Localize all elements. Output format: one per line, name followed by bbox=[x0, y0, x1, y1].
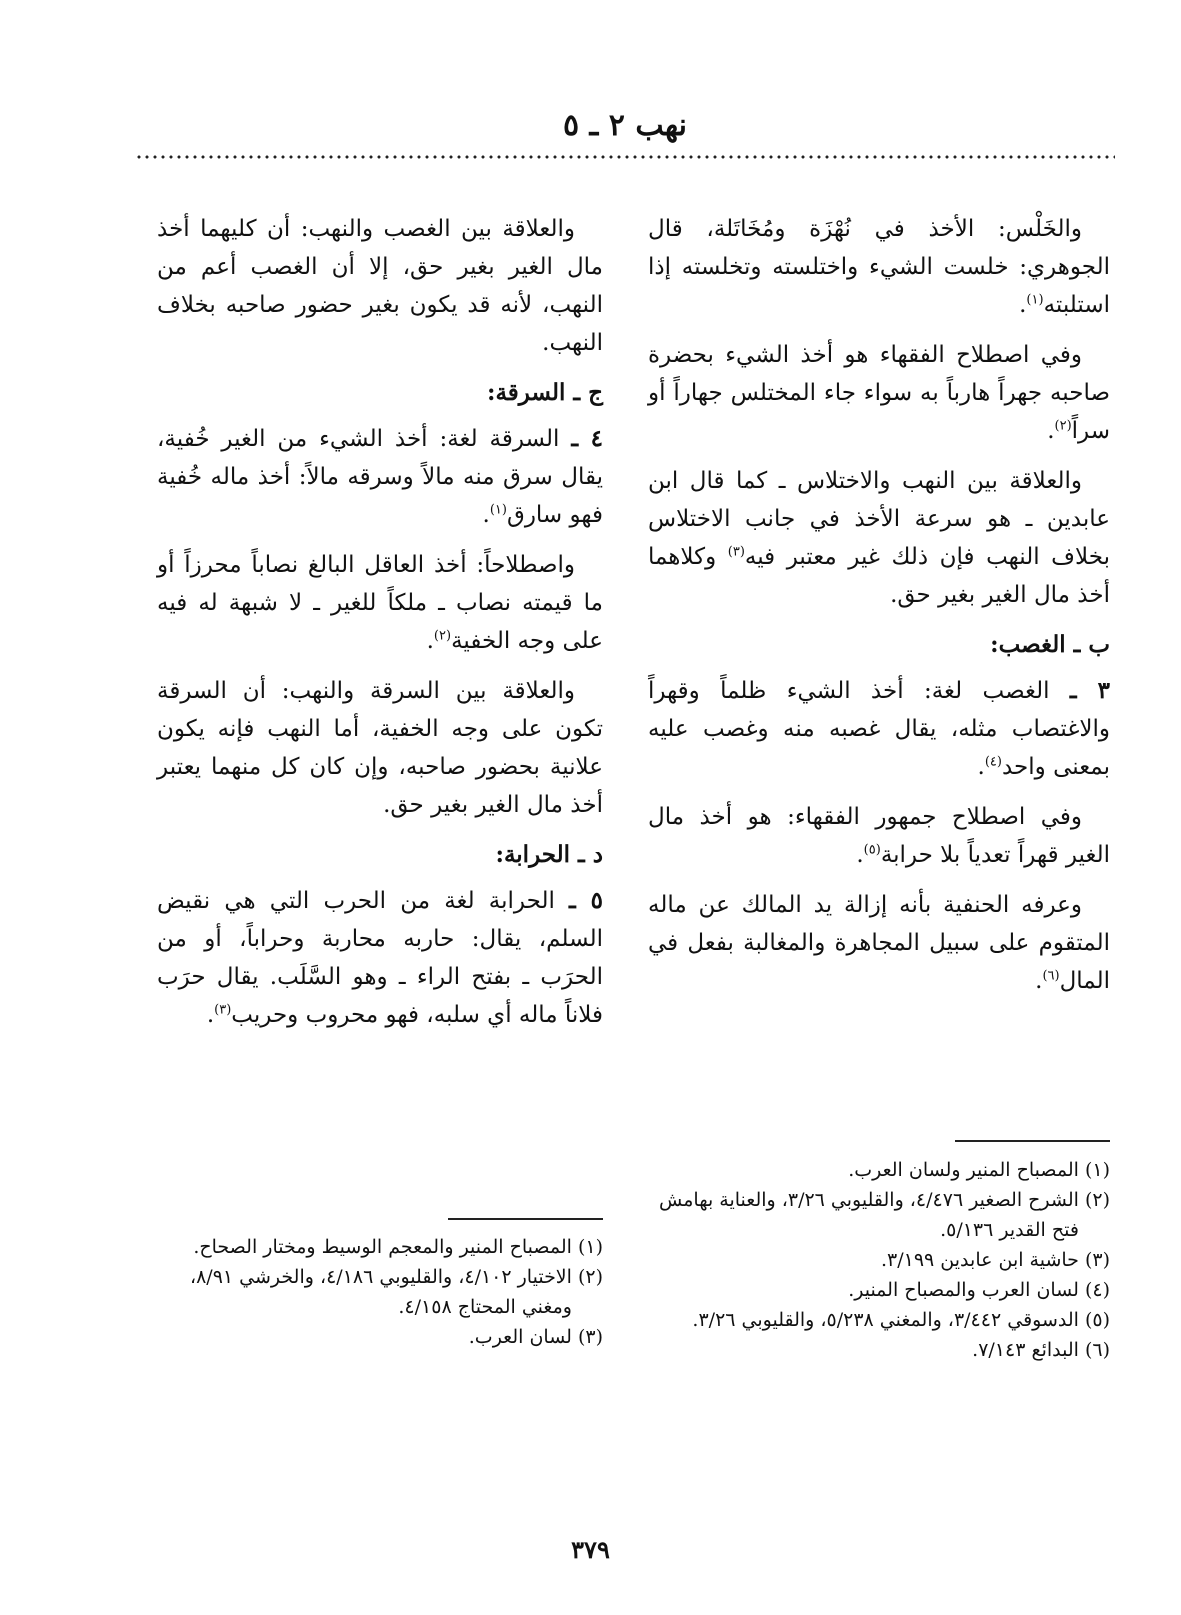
header-dotted-rule bbox=[135, 154, 1115, 160]
footnotes-right bbox=[648, 1155, 1110, 1365]
section-heading-sariqa: ج ـ السرقة: bbox=[486, 379, 603, 406]
paragraph-nahb-ikhtilas: والعلاقة بين النهب والاختلاس ـ كما قال ابن عابدين ـ هو سرعة الأخذ في جانب الاختلاس بخلاف النهب فإن ذلك غير معتبر فيه$^{(٣)}$ وكلاهما أخذ مال الغير بغير حق. bbox=[648, 468, 1110, 608]
paragraph-ghasb-istilah: وفي اصطلاح جمهور الفقهاء: هو أخذ مال الغير قهراً تعدياً بلا حرابة$^{(٥)}$. bbox=[648, 804, 1110, 868]
footnote-ref: (١) bbox=[489, 502, 507, 518]
footnote-ref: (٥) bbox=[863, 842, 881, 858]
paragraph-khals-istilah: وفي اصطلاح الفقهاء هو أخذ الشيء بحضرة صاحبه جهراً هارباً به سواء جاء المختلس جهاراً أو سراً$^{(٢)}$. bbox=[648, 342, 1110, 444]
section-number: ٣ ـ bbox=[1069, 677, 1110, 704]
section-heading-hiraba: د ـ الحرابة: bbox=[495, 841, 603, 868]
footnote-rule-right bbox=[955, 1140, 1110, 1142]
paragraph-khals: والخَلْس: الأخذ في نُهْزَة ومُخَاتَلة، قال الجوهري: خلست الشيء واختلسته وتخلسته إذا استلبته$^{(١)}$. bbox=[648, 216, 1110, 318]
section-number: ٤ ـ bbox=[571, 425, 603, 452]
footnote: (٤) لسان العرب والمصباح المنير. bbox=[848, 1279, 1110, 1301]
left-column bbox=[157, 210, 603, 1046]
page-number: ٣٧٩ bbox=[571, 1535, 610, 1564]
footnote: (١) المصباح المنير ولسان العرب. bbox=[848, 1159, 1110, 1181]
page-header: نهب ٢ ـ ٥ bbox=[562, 108, 688, 143]
footnote-ref: (٢) bbox=[1054, 418, 1072, 434]
footnote: (٣) لسان العرب. bbox=[468, 1326, 603, 1348]
paragraph-hiraba-lugha: ٥ ـ الحرابة لغة من الحرب التي هي نقيض السلم، يقال: حاربه محاربة وحراباً، أو من الحرَب ـ بفتح الراء ـ وهو السَّلَب. يقال حرَب فلاناً ماله أي سلبه، فهو محروب وحريب$^{(٣)}$. bbox=[157, 887, 603, 1028]
paragraph-sariqa-lugha: ٤ ـ السرقة لغة: أخذ الشيء من الغير خُفية، يقال سرق منه مالاً وسرقه مالاً: أخذ ماله خُفية فهو سارق$^{(١)}$. bbox=[157, 425, 603, 528]
right-column bbox=[648, 210, 1110, 1012]
footnote: (٥) الدسوقي ٣/٤٤٢، والمغني ٥/٢٣٨، والقليوبي ٣/٢٦. bbox=[692, 1309, 1110, 1331]
footnote-ref: (٦) bbox=[1042, 968, 1060, 984]
footnote-ref: (٣) bbox=[727, 544, 745, 560]
footnote-ref: (٤) bbox=[984, 754, 1002, 770]
section-heading-ghasb: ب ـ الغصب: bbox=[990, 631, 1110, 658]
paragraph-ghasb-nahb: والعلاقة بين الغصب والنهب: أن كليهما أخذ مال الغير بغير حق، إلا أن الغصب أعم من النهب، لأنه قد يكون بغير حضور صاحبه بخلاف النهب. bbox=[157, 216, 603, 356]
footnote: (٢) الاختيار ٤/١٠٢، والقليوبي ٤/١٨٦، والخرشي ٨/٩١، ومغني المحتاج ٤/١٥٨. bbox=[189, 1266, 603, 1318]
footnote-ref: (٢) bbox=[433, 628, 452, 644]
footnotes-left bbox=[157, 1232, 603, 1352]
footnote-rule-left bbox=[448, 1218, 603, 1220]
footnote: (١) المصباح المنير والمعجم الوسيط ومختار الصحاح. bbox=[193, 1236, 603, 1258]
footnote: (٣) حاشية ابن عابدين ٣/١٩٩. bbox=[880, 1249, 1110, 1271]
section-number: ٥ ـ bbox=[569, 887, 603, 914]
footnote-ref: (٣) bbox=[214, 1002, 232, 1018]
paragraph-ghasb-lugha: ٣ ـ الغصب لغة: أخذ الشيء ظلماً وقهراً والاغتصاب مثله، يقال غصبه منه وغصب عليه بمعنى واحد$^{(٤)}$. bbox=[648, 677, 1110, 780]
footnote-ref: (١) bbox=[1026, 292, 1044, 308]
paragraph-ghasb-hanafiya: وعرفه الحنفية بأنه إزالة يد المالك عن ماله المتقوم على سبيل المجاهرة والمغالبة بفعل في المال$^{(٦)}$. bbox=[648, 892, 1110, 994]
footnote: (٦) البدائع ٧/١٤٣. bbox=[972, 1339, 1110, 1361]
footnote: (٢) الشرح الصغير ٤/٤٧٦، والقليوبي ٣/٢٦، والعناية بهامش فتح القدير ٥/١٣٦. bbox=[659, 1189, 1110, 1241]
paragraph-sariqa-nahb: والعلاقة بين السرقة والنهب: أن السرقة تكون على وجه الخفية، أما النهب فإنه يكون علانية بحضور صاحبه، وإن كان كل منهما يعتبر أخذ مال الغير بغير حق. bbox=[157, 678, 603, 818]
paragraph-sariqa-istilah: واصطلاحاً: أخذ العاقل البالغ نصاباً محرزاً أو ما قيمته نصاب ـ ملكاً للغير ـ لا شبهة له فيه على وجه الخفية$^{(٢)}$. bbox=[157, 552, 603, 654]
